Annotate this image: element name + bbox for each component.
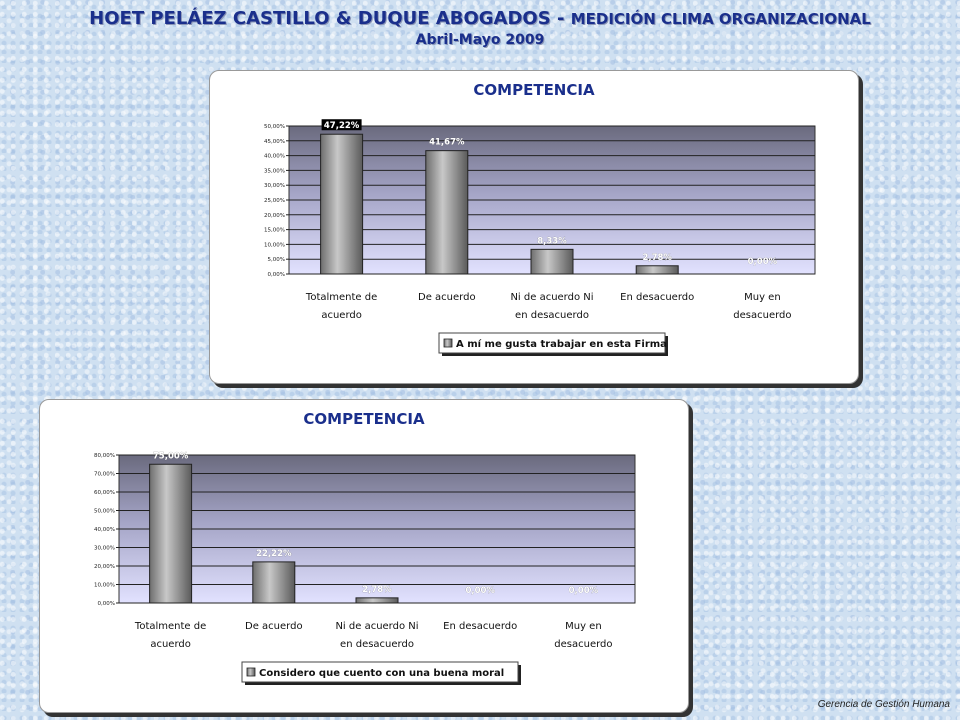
title-suffix: MEDICIÓN CLIMA ORGANIZACIONAL [570,10,871,28]
category-label: Ni de acuerdo Ni [335,621,419,632]
y-tick-label: 70,00% [94,471,115,478]
y-tick-label: 30,00% [264,183,285,190]
page-title [0,8,960,29]
category-label: acuerdo [150,639,191,650]
legend [439,333,668,356]
chart-title: COMPETENCIA [303,410,425,428]
bar [636,266,678,274]
y-tick-label: 60,00% [94,490,115,496]
category-label: Ni de acuerdo Ni [510,292,594,303]
category-label: desacuerdo [554,639,613,650]
category-label: En desacuerdo [620,292,695,303]
data-label: 0,00% [747,257,778,267]
bar [426,151,468,274]
footer-text: Gerencia de Gestión Humana [817,699,950,710]
legend [242,662,521,685]
legend-label: A mí me gusta trabajar en esta Firma [456,339,667,350]
title-main: HOET PELÁEZ CASTILLO & DUQUE ABOGADOS - [89,8,565,29]
y-tick-label: 45,00% [264,138,285,145]
y-tick-label: 5,00% [267,257,285,264]
data-label: 47,22% [323,121,360,132]
chart-2 [40,400,688,712]
bar [356,598,398,603]
category-label: desacuerdo [733,310,792,321]
legend-label: Considero que cuento con una buena moral [259,668,505,679]
data-label: 0,00% [465,586,495,596]
category-label: en desacuerdo [515,310,589,321]
y-tick-label: 40,00% [94,527,115,533]
data-label: 2,78% [362,584,392,595]
y-tick-label: 25,00% [264,198,285,204]
category-label: Totalmente de [134,621,207,632]
category-label: acuerdo [321,310,362,321]
y-tick-label: 15,00% [264,227,285,234]
chart-panel-1 [209,70,859,384]
chart-title: COMPETENCIA [473,81,595,99]
category-label: De acuerdo [245,621,303,632]
category-label: en desacuerdo [340,639,414,650]
data-label: 22,22% [256,548,292,559]
category-label: Muy en [565,621,602,632]
legend-swatch [247,668,255,676]
bar [321,134,363,274]
chart-panel-2 [39,399,689,713]
y-tick-label: 40,00% [264,153,285,160]
y-tick-label: 80,00% [94,453,115,459]
data-label: 2,78% [642,252,672,263]
category-label: Totalmente de [305,292,378,303]
y-tick-label: 50,00% [264,124,285,130]
data-label: 41,67% [429,137,465,148]
data-label: 8,33% [537,236,567,247]
y-tick-label: 35,00% [264,168,285,175]
y-tick-label: 10,00% [264,242,285,249]
y-tick-label: 20,00% [94,564,115,570]
chart-1 [210,71,858,383]
page-subtitle: Abril-Mayo 2009 [415,32,545,48]
y-tick-label: 0,00% [267,272,285,278]
legend-swatch [444,339,452,347]
y-tick-label: 50,00% [94,508,115,515]
bar [150,464,192,603]
bar [531,249,573,274]
bar [253,562,295,603]
category-label: En desacuerdo [443,621,518,632]
category-label: Muy en [744,292,781,303]
y-tick-label: 0,00% [97,601,115,607]
category-label: De acuerdo [418,292,476,303]
y-tick-label: 30,00% [94,545,115,552]
y-tick-label: 10,00% [94,582,115,589]
data-label: 75,00% [152,451,189,462]
data-label: 0,00% [568,586,599,596]
y-tick-label: 20,00% [264,212,285,219]
